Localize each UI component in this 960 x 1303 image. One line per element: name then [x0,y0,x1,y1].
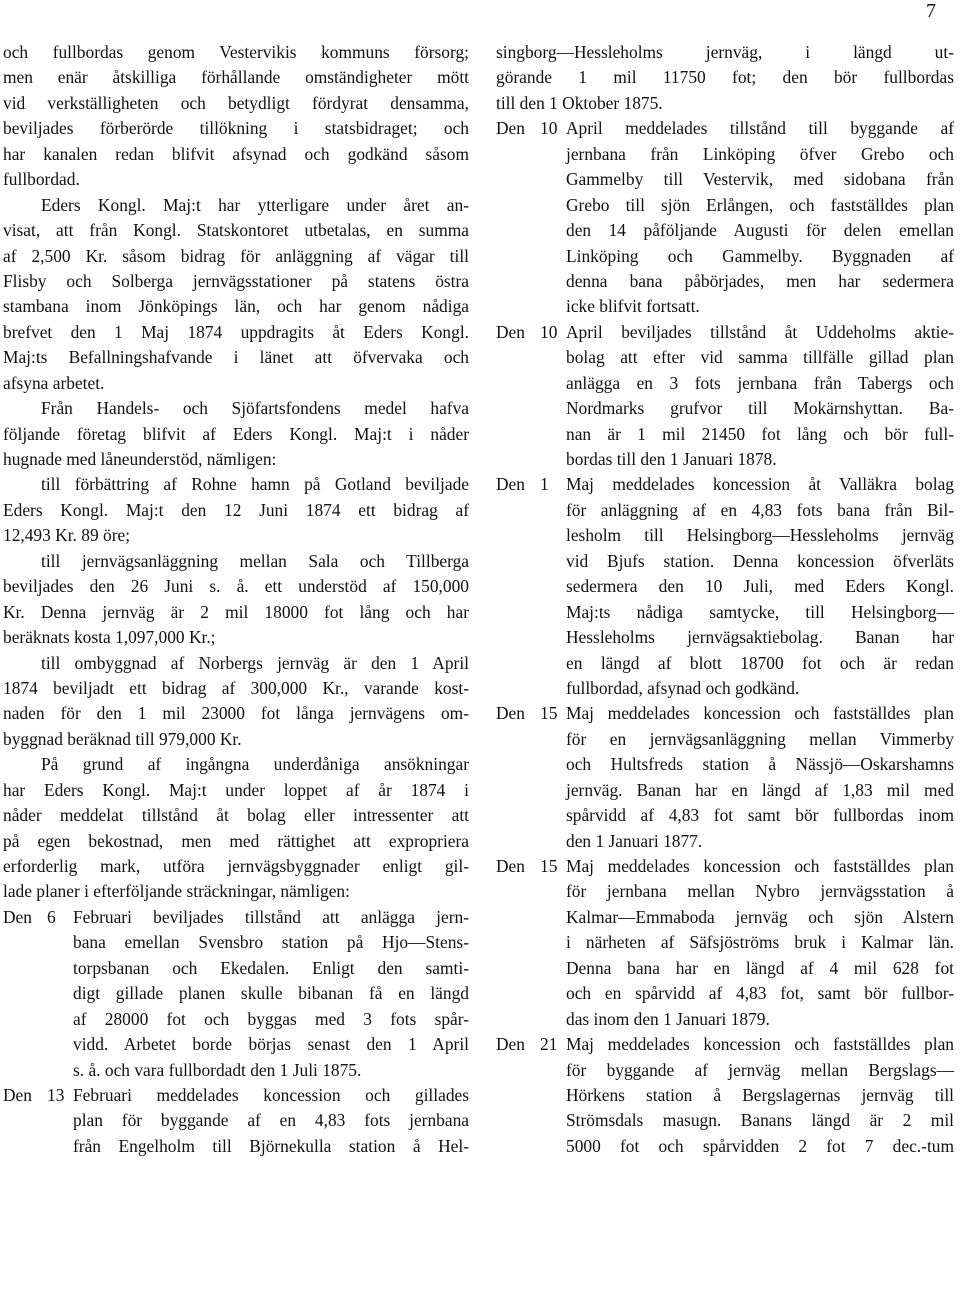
text-line: Strömsdals masugn. Banans längd är 2 mil [566,1110,954,1131]
text-line: Eders Kongl. Maj:t den 12 Juni 1874 ett bidrag af [3,499,469,520]
text-line: för en jernvägsanläggning mellan Vimmerby [566,728,954,749]
text-line: till den 1 Oktober 1875. [496,92,663,113]
text-line: jernbana från Linköping öfver Grebo och [566,143,954,164]
entry-date-label [3,905,73,1083]
text-line: af 28000 fot och byggas med 3 fots spår- [73,1008,469,1029]
date-entry [3,1083,469,1159]
text-line: vid Bjufs station. Denna koncession öfverläts [566,550,954,571]
entry-den-word: Den [496,321,525,342]
text-line: 12,493 Kr. 89 öre; [3,525,131,546]
text-line: s. å. och vara fullbordadt den 1 Juli 1875. [73,1059,362,1080]
entry-den-word: Den [496,118,525,139]
text-line: vid verkställigheten och betydligt fördyrat densamma, [3,92,469,113]
text-line: digt gillade planen skulle bibanan få en längd [73,983,469,1004]
text-line: för byggande af jernväg mellan Bergslags— [566,1059,954,1080]
text-line: Från Handels- och Sjöfartsfondens medel hafva [41,398,469,419]
date-entry [496,320,954,473]
text-line: Denna bana har en längd af 4 mil 628 fot [566,957,954,978]
text-line: fullbordad. [3,169,80,190]
text-line: Februari beviljades tillstånd att anlägga jern- [73,906,469,927]
text-line: Maj meddelades koncession åt Valläkra bolag [566,474,954,495]
text-line: stambana inom Jönköpings län, och har genom nådiga [3,296,469,317]
text-line: anlägga en 3 fots jernbana från Tabergs och [566,372,954,393]
text-line: hugnade med låneunderstöd, nämligen: [3,449,277,469]
text-line: Kalmar—Emmaboda jernväg och sjön Alstern [566,906,954,927]
date-entry [3,905,469,1083]
text-line: 1874 beviljadt ett bidrag af 300,000 Kr., varande kost- [3,677,469,698]
entry-body [566,116,954,320]
text-line: byggnad beräknad till 979,000 Kr. [3,728,242,749]
text-line: för jernbana mellan Nybro jernvägsstation å [566,881,954,902]
text-line: sedermera den 10 Juli, med Eders Kongl. [566,576,954,597]
text-line: och en spårvidd af 4,83 fot, samt bör fullbor- [566,983,954,1004]
entry-date-label [496,701,566,854]
text-line: Februari meddelades koncession och gillades [73,1084,469,1105]
text-line: och Hultsfreds station å Nässjö—Oskarshamns [566,754,954,775]
text-line: beviljades förberörde tillökning i statsbidraget; och [3,118,469,139]
text-line: Nordmarks grufvor till Mokärnshyttan. Ba- [566,398,954,419]
entry-date-label [496,1032,566,1159]
entry-date-label [496,472,566,701]
text-line: till jernvägsanläggning mellan Sala och Tillberga [41,550,469,571]
entry-body [566,854,954,1032]
text-line: Hessleholms jernvägsaktiebolag. Banan har [566,627,954,648]
text-line: icke blifvit fortsatt. [566,296,700,317]
text-line: till förbättring af Rohne hamn på Gotland beviljade [41,474,469,495]
text-line: Maj meddelades koncession och fastställdes plan [566,1034,954,1055]
text-line: bolag att efter vid samma tillfälle gillad plan [566,347,954,368]
text-line: jernväg. Banan har en längd af 1,83 mil med [566,779,954,800]
entry-day: 15 [540,856,558,876]
date-entry [496,116,954,320]
entry-day: 21 [540,1034,558,1055]
text-line: till ombyggnad af Norbergs jernväg är den 1 April [41,652,469,673]
text-line: lade planer i efterföljande sträckningar, nämligen: [3,881,350,902]
text-line: Hörkens station å Bergslagernas jernväg till [566,1084,954,1105]
entry-den-word: Den [3,906,32,927]
text-line: Flisby och Solberga jernvägsstationer på statens östra [3,270,469,291]
text-line: den 14 påföljande Augusti för delen emellan [566,220,954,241]
text-line: har Eders Kongl. Maj:t under loppet af år 1874 i [3,779,469,800]
text-line: bordas till den 1 Januari 1878. [566,449,777,469]
text-line: April beviljades tillstånd åt Uddeholms aktie- [566,321,954,342]
text-line: spårvidd af 4,83 fot samt bör fullbordas inom [566,805,954,826]
text-line: torpsbanan och Ekedalen. Enligt den samti- [73,957,469,978]
entry-day: 15 [540,703,558,724]
text-line: bana emellan Svensbro station på Hjo—Stens- [73,932,469,953]
text-line: das inom den 1 Januari 1879. [566,1008,770,1029]
text-line: Eders Kongl. Maj:t har ytterligare under året an- [41,194,469,215]
left-column [3,40,469,1159]
text-line: beräknats kosta 1,097,000 Kr.; [3,627,216,648]
text-line: naden för den 1 mil 23000 fot långa jernvägens om- [3,703,469,724]
text-line: af 2,500 Kr. såsom bidrag för anläggning af vägar till [3,245,469,266]
text-line: Grebo till sjön Erlången, och fastställdes plan [566,194,954,215]
entry-day: 10 [540,321,558,342]
text-line: den 1 Januari 1877. [566,830,703,851]
text-line: Maj:ts Befallningshafvande i länet att öfvervaka och [3,347,469,368]
text-line: 5000 fot och spårvidden 2 fot 7 dec.-tum [566,1135,954,1156]
text-line: från Engelholm till Björnekulla station å Hel- [73,1135,469,1156]
text-line: görande 1 mil 11750 fot; den bör fullbordas [496,67,954,88]
text-line: afsyna arbetet. [3,372,105,393]
entry-body [73,905,469,1083]
entry-date-label [496,320,566,473]
date-entry [496,701,954,854]
entry-day: 10 [540,118,558,139]
entry-day: 1 [540,474,549,495]
text-line: Gammelby till Vestervik, med sidobana från [566,169,954,190]
date-entry [496,854,954,1032]
entry-body [566,320,954,473]
text-line: Linköping och Gammelby. Byggnaden af [566,245,954,266]
entry-date-label [496,854,566,1032]
text-line: fullbordad, afsynad och godkänd. [566,677,800,698]
text-line: April meddelades tillstånd till byggande af [566,118,954,139]
page-number: 7 [926,0,936,22]
entry-den-word: Den [496,856,525,876]
text-line: brefvet den 1 Maj 1874 uppdragits åt Eders Kongl. [3,321,469,342]
date-entry [496,1032,954,1159]
text-line: singborg—Hessleholms jernväg, i längd ut- [496,42,954,62]
text-line: lesholm till Helsingborg—Hessleholms jernväg [566,525,954,546]
text-line: nan är 1 mil 21450 fot lång och bör full- [566,423,954,444]
entry-den-word: Den [496,474,525,495]
text-line: har kanalen redan blifvit afsynad och godkänd såsom [3,143,469,164]
text-line: en längd af blott 18700 fot och är redan [566,652,954,673]
text-line: för anläggning af en 4,83 fots bana från Bil- [566,499,954,520]
text-line: vidd. Arbetet borde börjas senast den 1 April [73,1034,469,1055]
date-entry [496,472,954,701]
entry-den-word: Den [496,1034,525,1055]
text-line: följande företag blifvit af Eders Kongl. Maj:t i nåder [3,423,469,444]
text-line: Maj meddelades koncession och fastställdes plan [566,856,954,876]
entry-date-label [3,1083,73,1159]
text-line: beviljades den 26 Juni s. å. ett understöd af 150,000 [3,576,469,597]
entry-body [566,1032,954,1159]
text-line: nåder meddelat tillstånd åt bolag eller intressenter att [3,805,469,826]
text-line: Maj meddelades koncession och fastställdes plan [566,703,954,724]
text-line: och fullbordas genom Vestervikis kommuns försorg; [3,42,469,62]
text-line: Kr. Denna jernväg är 2 mil 18000 fot lång och har [3,601,469,622]
entry-body [566,472,954,701]
text-line: på egen bekostnad, men med rättighet att expropriera [3,830,469,851]
text-line: plan för byggande af en 4,83 fots jernbana [73,1110,469,1131]
entry-day: 13 [47,1084,65,1105]
entry-body [73,1083,469,1159]
text-line: erforderlig mark, utföra jernvägsbyggnader enligt gil- [3,856,469,876]
right-column [496,40,954,1159]
entry-den-word: Den [496,703,525,724]
text-line: visat, att från Kongl. Statskontoret utbetalas, en summa [3,220,469,241]
text-line: Maj:ts nådiga samtycke, till Helsingborg— [566,601,954,622]
text-line: denna bana påbörjades, men har sedermera [566,270,954,291]
entry-date-label [496,116,566,320]
text-line: men enär åtskilliga förhållande omständigheter mött [3,67,469,88]
entry-body [566,701,954,854]
text-line: På grund af ingångna underdåniga ansökningar [41,754,469,775]
text-line: i närheten af Säfsjöströms bruk i Kalmar län. [566,932,954,953]
entry-den-word: Den [3,1084,32,1105]
entry-day: 6 [47,906,56,927]
